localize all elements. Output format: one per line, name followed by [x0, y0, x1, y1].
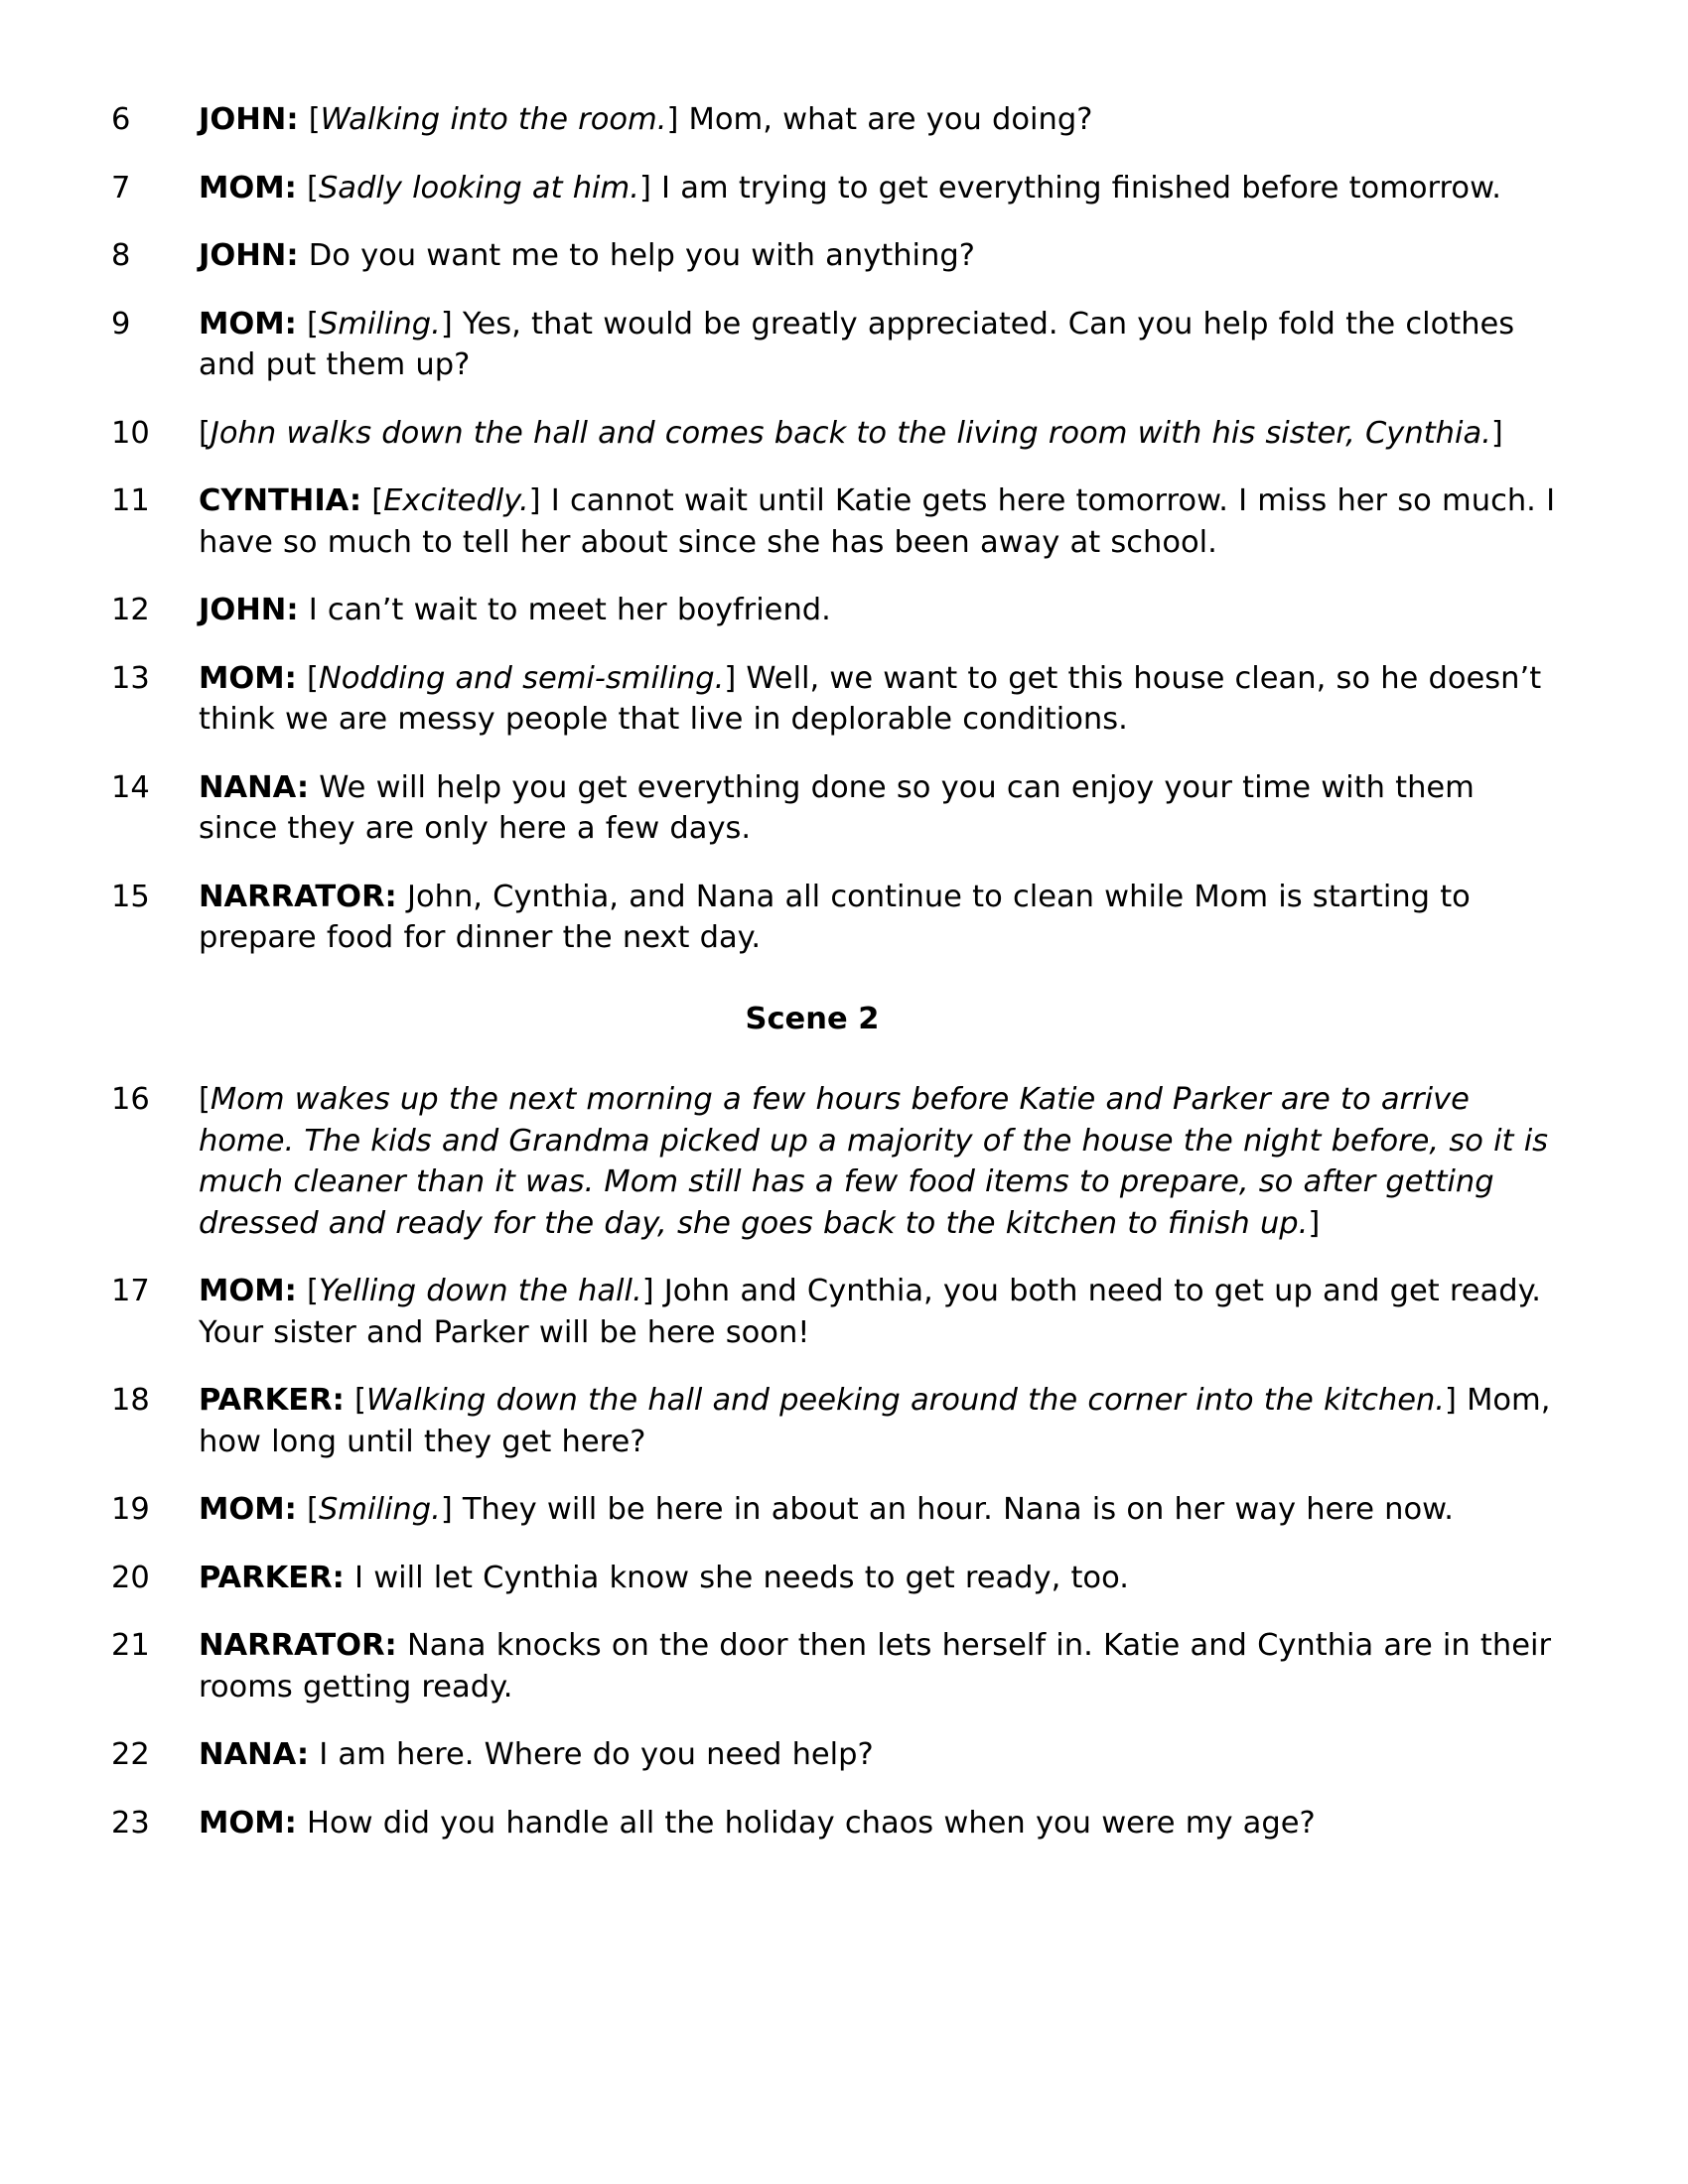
line-number: 14: [111, 769, 150, 805]
line-dialogue: John and Cynthia, you both need to get up and get ready. Your sister and Parker will be here soon!: [199, 1274, 1541, 1350]
speaker-name: NANA:: [199, 1737, 310, 1772]
line-dialogue: Nana knocks on the door then lets herself in. Katie and Cynthia are in their rooms getting ready.: [199, 1628, 1551, 1705]
stage-direction: Smiling.: [318, 306, 441, 341]
stage-direction: Walking into the room.: [320, 102, 667, 137]
line-dialogue: Do you want me to help you with anything?: [308, 238, 975, 273]
script-line: [107, 480, 1557, 563]
script-line: [107, 413, 1557, 455]
line-dialogue: We will help you get everything done so you can enjoy your time with them since they are only here a few days.: [199, 769, 1475, 846]
line-number: 13: [111, 660, 150, 696]
speaker-name: PARKER:: [199, 1560, 345, 1595]
script-line: [107, 1489, 1557, 1531]
stage-direction: Nodding and semi-smiling.: [318, 660, 725, 696]
script-line: [107, 877, 1557, 959]
line-number: 18: [111, 1383, 150, 1418]
script-line: [107, 1079, 1557, 1244]
line-number: 16: [111, 1082, 150, 1117]
script-line: [107, 658, 1557, 741]
line-content: [199, 767, 1557, 850]
line-content: MOM: [Yelling down the hall.] John and Cynthia, you both need to get up and get ready. Your sister and Parker will be here soon!: [199, 1274, 1541, 1350]
stage-direction: Sadly looking at him.: [318, 170, 639, 205]
script-line: [107, 304, 1557, 386]
line-dialogue: John, Cynthia, and Nana all continue to clean while Mom is starting to prepare food for dinner the next day.: [199, 879, 1471, 955]
script-line: [107, 99, 1557, 141]
line-number: 22: [111, 1737, 150, 1772]
speaker-name: MOM:: [199, 170, 297, 205]
scene-two-lines: [107, 1079, 1557, 1843]
speaker-name: MOM:: [199, 1274, 297, 1308]
scene-one-lines: [107, 99, 1557, 959]
line-number: 12: [111, 593, 150, 627]
line-dialogue: I can’t wait to meet her boyfriend.: [308, 593, 831, 627]
line-number: 17: [111, 1274, 150, 1308]
line-dialogue: Mom, what are you doing?: [678, 102, 1093, 137]
line-number: 19: [111, 1492, 150, 1527]
script-line: [107, 767, 1557, 850]
line-content: JOHN: [Walking into the room.] Mom, what are you doing?: [199, 102, 1093, 137]
line-content: [Mom wakes up the next morning a few hours before Katie and Parker are to arrive home. The kids and Grandma picked up a majority of the house the night before, so it is much cleaner than it was. Mom still has a few food items to prepare, so after getting dressed and ready for the day, she goes back to the kitchen to finish up.]: [199, 1082, 1549, 1241]
line-content: [199, 1803, 1557, 1844]
line-number: 10: [111, 415, 150, 451]
speaker-name: JOHN:: [199, 102, 299, 137]
script-line: [107, 590, 1557, 631]
script-line: [107, 235, 1557, 277]
speaker-name: NARRATOR:: [199, 1628, 397, 1663]
line-number: 7: [111, 170, 131, 205]
script-line: [107, 1803, 1557, 1844]
line-content: MOM: [Smiling.] They will be here in about an hour. Nana is on her way here now.: [199, 1492, 1455, 1527]
line-content: [199, 590, 1557, 631]
line-content: [John walks down the hall and comes back to the living room with his sister, Cynthia.]: [199, 415, 1503, 451]
line-number: 20: [111, 1560, 150, 1595]
line-number: 6: [111, 102, 131, 137]
line-content: MOM: [Smiling.] Yes, that would be greatly appreciated. Can you help fold the clothes and put them up?: [199, 306, 1515, 382]
speaker-name: MOM:: [199, 1492, 297, 1527]
speaker-name: JOHN:: [199, 593, 299, 627]
speaker-name: MOM:: [199, 306, 297, 341]
line-number: 8: [111, 238, 131, 273]
line-content: PARKER: [Walking down the hall and peeking around the corner into the kitchen.] Mom, how long until they get here?: [199, 1383, 1551, 1459]
line-number: 11: [111, 483, 150, 518]
line-dialogue: Yes, that would be greatly appreciated. Can you help fold the clothes and put them up?: [199, 306, 1515, 382]
line-number: 23: [111, 1805, 150, 1841]
stage-direction: Yelling down the hall.: [318, 1274, 642, 1308]
line-content: CYNTHIA: [Excitedly.] I cannot wait until Katie gets here tomorrow. I miss her so much. I have so much to tell her about since she has been away at school.: [199, 483, 1556, 560]
line-number: 15: [111, 879, 150, 914]
speaker-name: PARKER:: [199, 1383, 345, 1418]
line-dialogue: How did you handle all the holiday chaos when you were my age?: [307, 1805, 1316, 1841]
speaker-name: CYNTHIA:: [199, 483, 362, 518]
line-content: [199, 235, 1557, 277]
script-line: [107, 1558, 1557, 1599]
speaker-name: NARRATOR:: [199, 879, 397, 914]
line-dialogue: I am here. Where do you need help?: [319, 1737, 874, 1772]
line-dialogue: They will be here in about an hour. Nana is on her way here now.: [452, 1492, 1455, 1527]
stage-direction: Mom wakes up the next morning a few hours before Katie and Parker are to arrive home. The kids and Grandma picked up a majority of the house the night before, so it is much cleaner than it was. Mom still has a few food items to prepare, so after getting dressed and ready for the day, she goes back to the kitchen to finish up.: [199, 1082, 1549, 1241]
line-content: [199, 877, 1557, 959]
speaker-name: NANA:: [199, 769, 310, 805]
script-line: [107, 1271, 1557, 1353]
script-line: [107, 168, 1557, 209]
stage-direction: Walking down the hall and peeking around the corner into the kitchen.: [365, 1383, 1445, 1418]
line-dialogue: I cannot wait until Katie gets here tomorrow. I miss her so much. I have so much to tell her about since she has been away at school.: [199, 483, 1556, 560]
line-content: MOM: [Nodding and semi-smiling.] Well, we want to get this house clean, so he doesn’t think we are messy people that live in deplorable conditions.: [199, 660, 1542, 737]
line-dialogue: I will let Cynthia know she needs to get ready, too.: [354, 1560, 1129, 1595]
script-line: [107, 1380, 1557, 1462]
line-number: 21: [111, 1628, 150, 1663]
speaker-name: MOM:: [199, 660, 297, 696]
stage-direction: Excitedly.: [383, 483, 529, 518]
line-content: [199, 1558, 1557, 1599]
line-content: MOM: [Sadly looking at him.] I am trying to get everything finished before tomorrow.: [199, 170, 1501, 205]
line-number: 9: [111, 306, 131, 341]
script-line: [107, 1625, 1557, 1707]
line-content: [199, 1625, 1557, 1707]
line-dialogue: Well, we want to get this house clean, so he doesn’t think we are messy people that live in deplorable conditions.: [199, 660, 1542, 737]
scene-heading: Scene 2: [745, 1001, 880, 1036]
stage-direction: John walks down the hall and comes back to the living room with his sister, Cynthia.: [210, 415, 1491, 451]
speaker-name: MOM:: [199, 1805, 297, 1841]
script-line: [107, 1734, 1557, 1776]
line-dialogue: Mom, how long until they get here?: [199, 1383, 1551, 1459]
line-content: [199, 1734, 1557, 1776]
speaker-name: JOHN:: [199, 238, 299, 273]
script-body: [107, 99, 1557, 1843]
line-dialogue: I am trying to get everything finished before tomorrow.: [650, 170, 1501, 205]
stage-direction: Smiling.: [318, 1492, 441, 1527]
